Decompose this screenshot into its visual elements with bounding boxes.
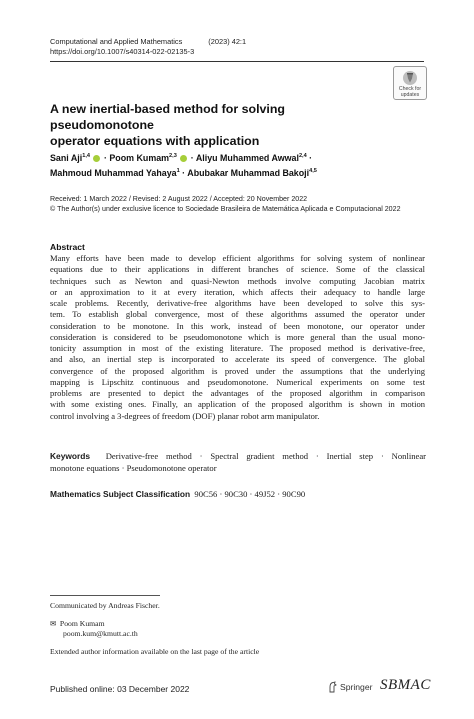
abstract-line: and also, an inertial step is incorporated to accelerate its speed of convergence. The global xyxy=(50,354,425,365)
author-name[interactable]: Mahmoud Muhammad Yahaya xyxy=(50,168,177,178)
abstract-line: or an approximation to it at every iteration, which affects their adequacy to handle large xyxy=(50,286,425,297)
title-line-2: operator equations with application xyxy=(50,134,260,148)
abstract-line: mapping is Lipschitz continuous and pseudomonotone. Numerical experiments on some test xyxy=(50,376,425,387)
abstract-line: equations due to their applications in different branches of science. Some of the classical xyxy=(50,264,425,275)
abstract-line: control involving a 3-degrees of freedom (DOF) planar robot arm manipulator. xyxy=(50,410,320,421)
check-updates-icon xyxy=(402,70,418,86)
article-title xyxy=(50,101,386,149)
abstract-line: scale problems. Recently, derivative-free algorithms have been developed to solve this sys- xyxy=(50,298,425,308)
author-affiliation: 4,5 xyxy=(309,168,317,174)
msc-label: Mathematics Subject Classification xyxy=(50,489,191,499)
orcid-icon[interactable] xyxy=(180,155,187,162)
check-for-updates-badge[interactable] xyxy=(393,66,427,100)
author-list: Sani Aji$^{1,4}$ · Poom Kumam$^{2,3}$ · Aliyu Muhammed Awwal$^{2,4}$ · Mahmoud Muhammad Yahaya$^1$ · Abubakar Muhammad Bakoji$^{4,5}$ xyxy=(50,153,317,178)
msc-codes: 90C56 · 90C30 · 49J52 · 90C90 xyxy=(194,489,306,499)
envelope-icon: ✉ xyxy=(50,618,57,628)
keywords-label: Keywords xyxy=(50,451,91,461)
author-name[interactable]: Poom Kumam xyxy=(109,153,170,163)
dates-line: Received: 1 March 2022 / Revised: 2 August 2022 / Accepted: 20 November 2022 xyxy=(50,195,308,203)
abstract-line: with some existing ones. Finally, an application of the proposed algorithm is shown in motion xyxy=(50,399,425,410)
journal-name: Computational and Applied Mathematics xyxy=(50,37,183,46)
journal-header xyxy=(50,37,246,57)
title-line-1: A new inertial-based method for solving pseudomonotone xyxy=(50,102,285,132)
published-date: Published online: 03 December 2022 xyxy=(50,684,190,694)
keywords-line-1: Derivative-free method · Spectral gradient method · Inertial step · Nonlinear xyxy=(105,451,427,461)
author-name[interactable]: Abubakar Muhammad Bakoji xyxy=(187,168,310,178)
orcid-icon[interactable] xyxy=(93,155,100,162)
springer-text: Springer xyxy=(340,682,373,692)
corresponding-author: Poom Kumam xyxy=(59,618,105,628)
springer-horse-icon xyxy=(328,681,337,693)
article-history xyxy=(50,194,401,214)
copyright-line: © The Author(s) under exclusive licence to Sociedade Brasileira de Matemática Aplicada e Computacional 2022 xyxy=(50,205,401,213)
abstract-body xyxy=(50,253,425,422)
abstract-line: consideration to be monotone. In this work, instead of been monotone, our operator under xyxy=(50,320,425,331)
keywords xyxy=(50,451,426,474)
abstract-line: tonicity assumption in most of the existing literature. The proposed method is derivative-free, xyxy=(50,343,425,353)
abstract-line: consideration is considered to be pseudomonotone which is more general than the usual mono- xyxy=(50,331,425,342)
journal-volume: (2023) 42:1 xyxy=(208,37,247,46)
abstract-line: techniques such as Newton and quasi-Newton methods involve computing Jacobian matrix xyxy=(50,275,425,286)
badge-line-2: updates xyxy=(400,92,420,98)
author-name[interactable]: Sani Aji xyxy=(50,153,83,163)
abstract-line: tem. To establish global convergence, most of these algorithms assumed the operator under xyxy=(50,309,425,320)
abstract-line: problems are presented to depict the advantages of the proposed algorithm in comparison xyxy=(50,388,425,398)
header-rule xyxy=(50,61,424,62)
abstract-line: Many efforts have been made to develop efficient algorithms for solving system of nonlinear xyxy=(50,253,425,263)
communicated-by: Communicated by Andreas Fischer. xyxy=(50,601,160,610)
msc-classification xyxy=(50,489,305,499)
corresponding-email[interactable]: poom.kum@kmutt.ac.th xyxy=(63,629,138,639)
extended-info-note: Extended author information available on the last page of the article xyxy=(50,646,260,656)
badge-line-1: Check for xyxy=(398,86,422,92)
footnote-rule xyxy=(50,595,160,596)
footnotes xyxy=(50,601,259,657)
author-name[interactable]: Aliyu Muhammed Awwal xyxy=(195,153,299,163)
springer-logo xyxy=(328,681,372,693)
abstract-line: convergence of the proposed algorithm is proved under the assumptions that the underlying xyxy=(50,365,425,376)
keywords-line-2: monotone equations · Pseudomonotone operator xyxy=(50,462,217,473)
author-affiliation: 1,4 xyxy=(82,153,91,159)
abstract-heading: Abstract xyxy=(50,242,85,252)
sbmac-logo: SBMAC xyxy=(380,677,431,693)
author-affiliation: 2,3 xyxy=(169,153,177,159)
author-affiliation: 1 xyxy=(176,168,180,174)
author-affiliation: 2,4 xyxy=(298,153,307,159)
doi-link[interactable]: https://doi.org/10.1007/s40314-022-02135-3 xyxy=(50,47,195,56)
